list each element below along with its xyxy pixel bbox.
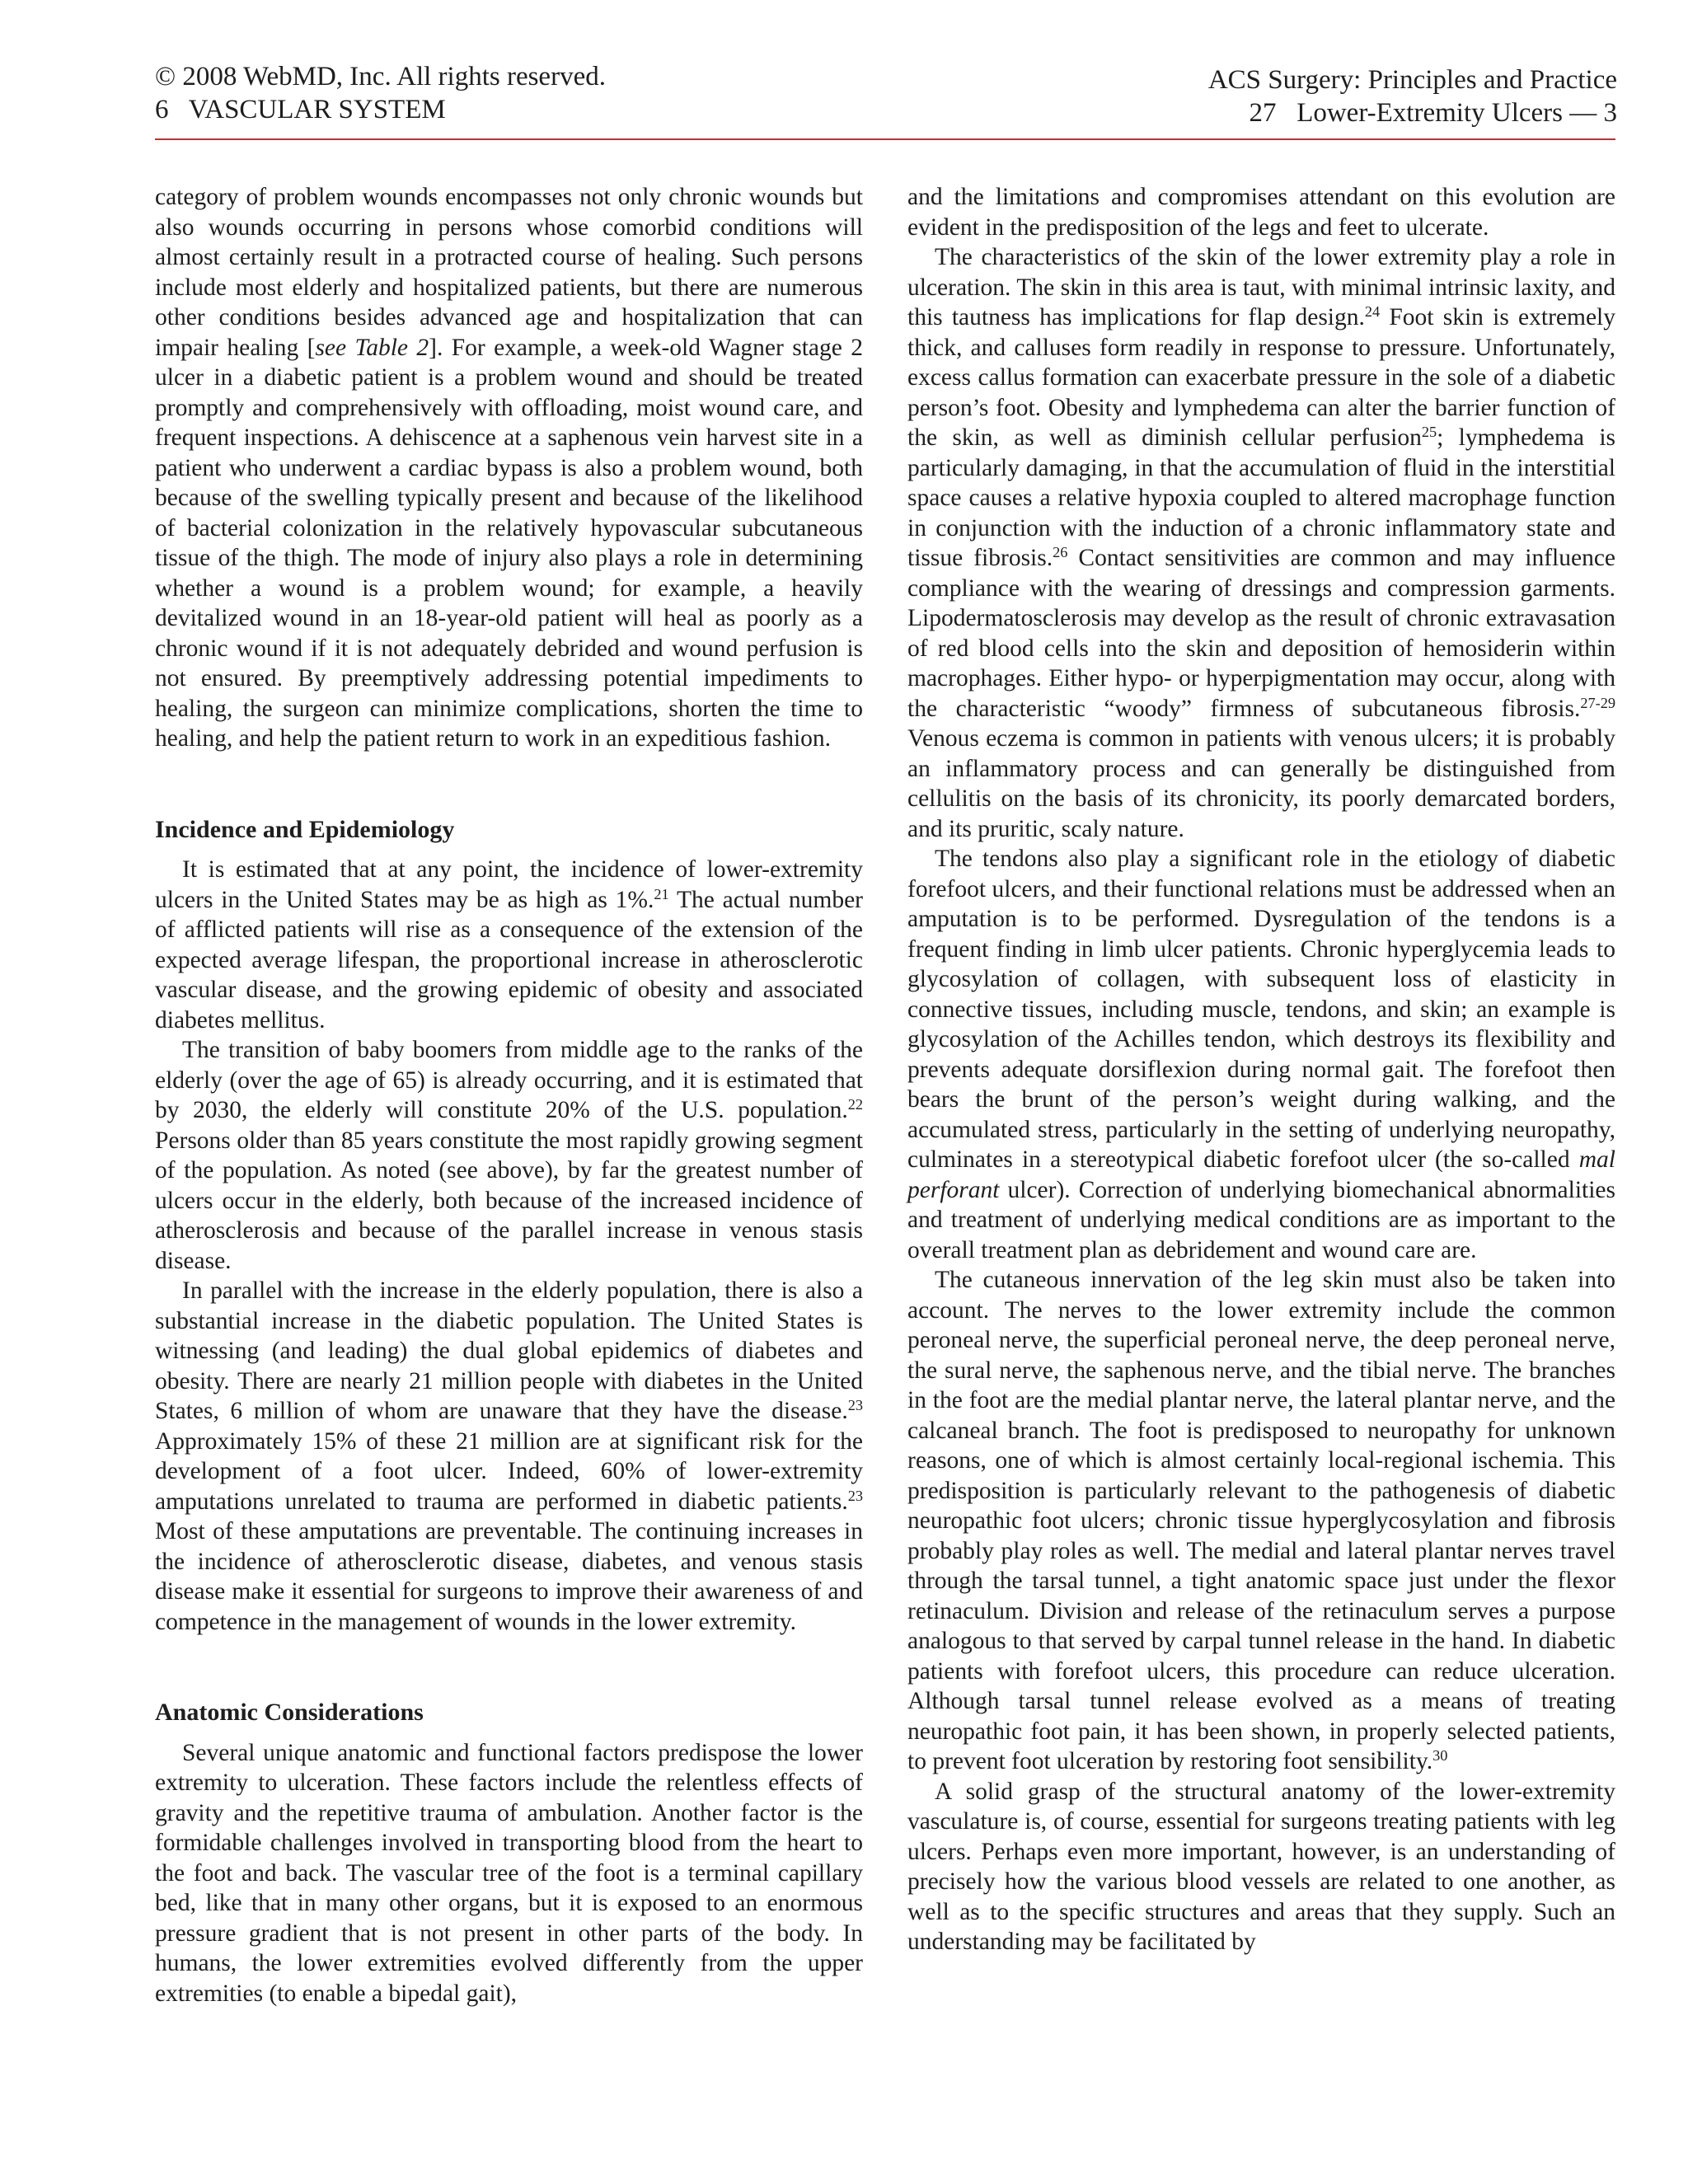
paragraph bbox=[907, 844, 1615, 1265]
text-run: category of problem wounds encompasses not only chronic wounds but also wounds occurring in persons whose comorbid conditions will almost certainly result in a protracted course of healing. Such persons include most elderly and hospitalized patients, but there are numerous other conditions besides advanced age and hospitalization that can impair healing [ bbox=[155, 184, 863, 361]
paragraph bbox=[155, 182, 863, 754]
paragraph: and the limitations and compromises attendant on this evolution are evident in the predisposition of the legs and feet to ulcerate. bbox=[907, 184, 1615, 241]
text-run: The actual number of afflicted patients will rise as a consequence of the extension of the expected average lifespan, the proportional increase in atherosclerotic vascular disease, and the growing epidemic of obesity and associated diabetes mellitus. bbox=[155, 886, 863, 1033]
citation-superscript: 26 bbox=[1053, 543, 1068, 560]
citation-superscript: 24 bbox=[1364, 302, 1381, 320]
section-title: 6 VASCULAR SYSTEM bbox=[155, 95, 446, 124]
text-run: It is estimated that at any point, the incidence of lower-extremity ulcers in the United States may be as high as 1%. bbox=[155, 856, 863, 913]
paragraph bbox=[907, 242, 1615, 844]
book-title: ACS Surgery: Principles and Practice bbox=[1207, 65, 1617, 95]
left-column bbox=[155, 182, 863, 2008]
text-run: In parallel with the increase in the elderly population, there is also a substantial increase in the diabetic population. The United States is witnessing (and leading) the dual global epidemics of diabetes and obesity. There are nearly 21 million people with diabetes in the United States, 6 million of whom are unaware that they have the disease. bbox=[155, 1277, 863, 1424]
right-column bbox=[907, 182, 1615, 1957]
paragraph bbox=[155, 855, 863, 1035]
running-header-right bbox=[1208, 64, 1617, 129]
text-run: The cutaneous innervation of the leg skin must also be taken into account. The nerves to the lower extremity include the common peroneal nerve, the superficial peroneal nerve, the deep peroneal nerve, the sural nerve, the saphenous nerve, and the tibial nerve. The branches in the foot are the medial plantar nerve, the lateral plantar nerve, and the calcaneal branch. The foot is predisposed to neuropathy for unknown reasons, one of which is almost certainly local-regional ischemia. This predisposition is particularly relevant to the pathogenesis of diabetic neuropathic foot ulcers; chronic tissue hyperglycosylation and fibrosis probably play roles as well. The medial and lateral plantar nerves travel through the tarsal tunnel, a tight anatomic space just under the flexor retinaculum. Division and release of the retinaculum serves a purpose analogous to that served by carpal tunnel release in the hand. In diabetic patients with forefoot ulcers, this procedure can reduce ulceration. Although tarsal tunnel release evolved as a means of treating neuropathic foot pain, it has been shown, in properly selected patients, to prevent foot ulceration by restoring foot sensibility. bbox=[907, 1267, 1615, 1774]
spacer bbox=[155, 754, 863, 785]
citation-superscript: 21 bbox=[654, 885, 669, 902]
paragraph bbox=[155, 1035, 863, 1276]
paragraph: A solid grasp of the structural anatomy of the lower-extremity vasculature is, of course, essential for surgeons treating patients with leg ulcers. Perhaps even more important, however, is an understanding of precisely how the various blood vessels are related to one another, as well as to the specific structures and areas that they supply. Such an understanding may be facilitated by bbox=[907, 1778, 1615, 1955]
spacer bbox=[155, 1667, 863, 1698]
text-run: Persons older than 85 years constitute the most rapidly growing segment of the population. As noted (see above), by far the greatest number of ulcers occur in the elderly, both because of the increased incidence of atherosclerosis and because of the parallel increase in venous stasis disease. bbox=[155, 1127, 863, 1274]
paragraph bbox=[907, 1265, 1615, 1777]
table-reference: see Table 2 bbox=[315, 334, 429, 361]
section-heading-incidence: Incidence and Epidemiology bbox=[155, 815, 455, 843]
running-header-left bbox=[155, 61, 606, 125]
paragraph: Several unique anatomic and functional factors predispose the lower extremity to ulceration. These factors include the relentless effects of gravity and the repetitive trauma of ambulation. Another factor is the formidable challenges involved in transporting blood from the heart to the foot and back. The vascular tree of the foot is a terminal capillary bed, like that in many other organs, but it is exposed to an enormous pressure gradient that is not present in other parts of the body. In humans, the lower extremities evolved differently from the upper extremities (to enable a bipedal gait), bbox=[155, 1739, 863, 2007]
text-run: Most of these amputations are preventable. The continuing increases in the incidence of atherosclerotic disease, diabetes, and venous stasis disease make it essential for surgeons to improve their awareness of and competence in the management of wounds in the lower extremity. bbox=[155, 1518, 863, 1635]
copyright-notice: © 2008 WebMD, Inc. All rights reserved. bbox=[155, 62, 606, 91]
text-run: Venous eczema is common in patients with venous ulcers; it is probably an inflammatory process and can generally be distinguished from cellulitis on the basis of its chronicity, its poorly demarcated borders, and its pruritic, scaly nature. bbox=[907, 725, 1615, 842]
paragraph bbox=[155, 1276, 863, 1637]
chapter-title: 27 Lower-Extremity Ulcers — 3 bbox=[1249, 98, 1617, 128]
text-run: Approximately 15% of these 21 million are at significant risk for the development of a foot ulcer. Indeed, 60% of lower-extremity amputations unrelated to trauma are performed in diabetic patients. bbox=[155, 1427, 863, 1515]
citation-superscript: 22 bbox=[847, 1095, 863, 1113]
citation-superscript: 27-29 bbox=[1580, 694, 1615, 711]
text-run: The transition of baby boomers from middle age to the ranks of the elderly (over the age of 65) is already occurring, and it is estimated that by 2030, the elderly will constitute 20% of the U.S. population. bbox=[155, 1037, 863, 1123]
section-heading-anatomic: Anatomic Considerations bbox=[155, 1699, 424, 1726]
header-rule bbox=[155, 138, 1615, 140]
text-run: Foot skin is extremely thick, and calluses form readily in response to pressure. Unfortunately, excess callus formation can exacerbate pressure in the sole of a diabetic person’s foot. Obesity and lymphedema can alter the barrier function of the skin, as well as diminish cellular perfusion bbox=[907, 304, 1615, 451]
spacer bbox=[155, 1728, 863, 1738]
text-run: ; lymphedema is particularly damaging, in that the accumulation of fluid in the interstitial space causes a relative hypoxia coupled to altered macrophage function in conjunction with the induction of a chronic inflammatory state and tissue fibrosis. bbox=[907, 424, 1615, 571]
citation-superscript: 30 bbox=[1432, 1746, 1448, 1764]
italic-term: mal perforant bbox=[907, 1146, 1615, 1203]
text-run: Contact sensitivities are common and may influence compliance with the wearing of dressings and compression garments. Lipodermatosclerosis may develop as the result of chronic extravasation of red blood cells into the skin and deposition of hemosiderin within macrophages. Either hypo- or hyperpigmentation may occur, along with the characteristic “woody” firmness of subcutaneous fibrosis. bbox=[907, 545, 1616, 722]
citation-superscript: 23 bbox=[847, 1396, 863, 1413]
citation-superscript: 25 bbox=[1421, 423, 1437, 440]
text-run: ]. For example, a week-old Wagner stage 2 ulcer in a diabetic patient is a problem wound and should be treated promptly and comprehensively with offloading, moist wound care, and frequent inspections. A dehiscence at a saphenous vein harvest site in a patient who underwent a cardiac bypass is also a problem wound, both because of the swelling typically present and because of the likelihood of bacterial colonization in the relatively hypovascular subcutaneous tissue of the thigh. The mode of injury also plays a role in determining whether a wound is a problem wound; for example, a heavily devitalized wound in an 18-year-old patient will heal as poorly as a chronic wound if it is not adequately debrided and wound perfusion is not ensured. By preemptively addressing potential impediments to healing, the surgeon can minimize complications, shorten the time to healing, and help the patient return to work in an expeditious fashion. bbox=[155, 334, 863, 752]
spacer bbox=[155, 845, 863, 855]
text-run: The tendons also play a significant role in the etiology of diabetic forefoot ulcers, and their functional relations must be addressed when an amputation is to be performed. Dysregulation of the tendons is a frequent finding in limb ulcer patients. Chronic hyperglycemia leads to glycosylation of collagen, with subsequent loss of elasticity in connective tissues, including muscle, tendons, and skin; an example is glycosylation of the Achilles tendon, which destroys its flexibility and prevents adequate dorsiflexion during normal gait. The forefoot then bears the brunt of the person’s weight during walking, and the accumulated stress, particularly in the setting of underlying neuropathy, culminates in a stereotypical diabetic forefoot ulcer (the so-called bbox=[907, 846, 1615, 1173]
spacer bbox=[155, 785, 863, 815]
text-run: The characteristics of the skin of the lower extremity play a role in ulceration. The skin in this area is taut, with minimal intrinsic laxity, and this tautness has implications for flap design. bbox=[907, 244, 1615, 330]
citation-superscript: 23 bbox=[847, 1487, 863, 1504]
spacer bbox=[155, 1637, 863, 1667]
text-run: ulcer). Correction of underlying biomechanical abnormalities and treatment of underlying medical conditions are as important to the overall treatment plan as debridement and wound care are. bbox=[907, 1176, 1615, 1263]
